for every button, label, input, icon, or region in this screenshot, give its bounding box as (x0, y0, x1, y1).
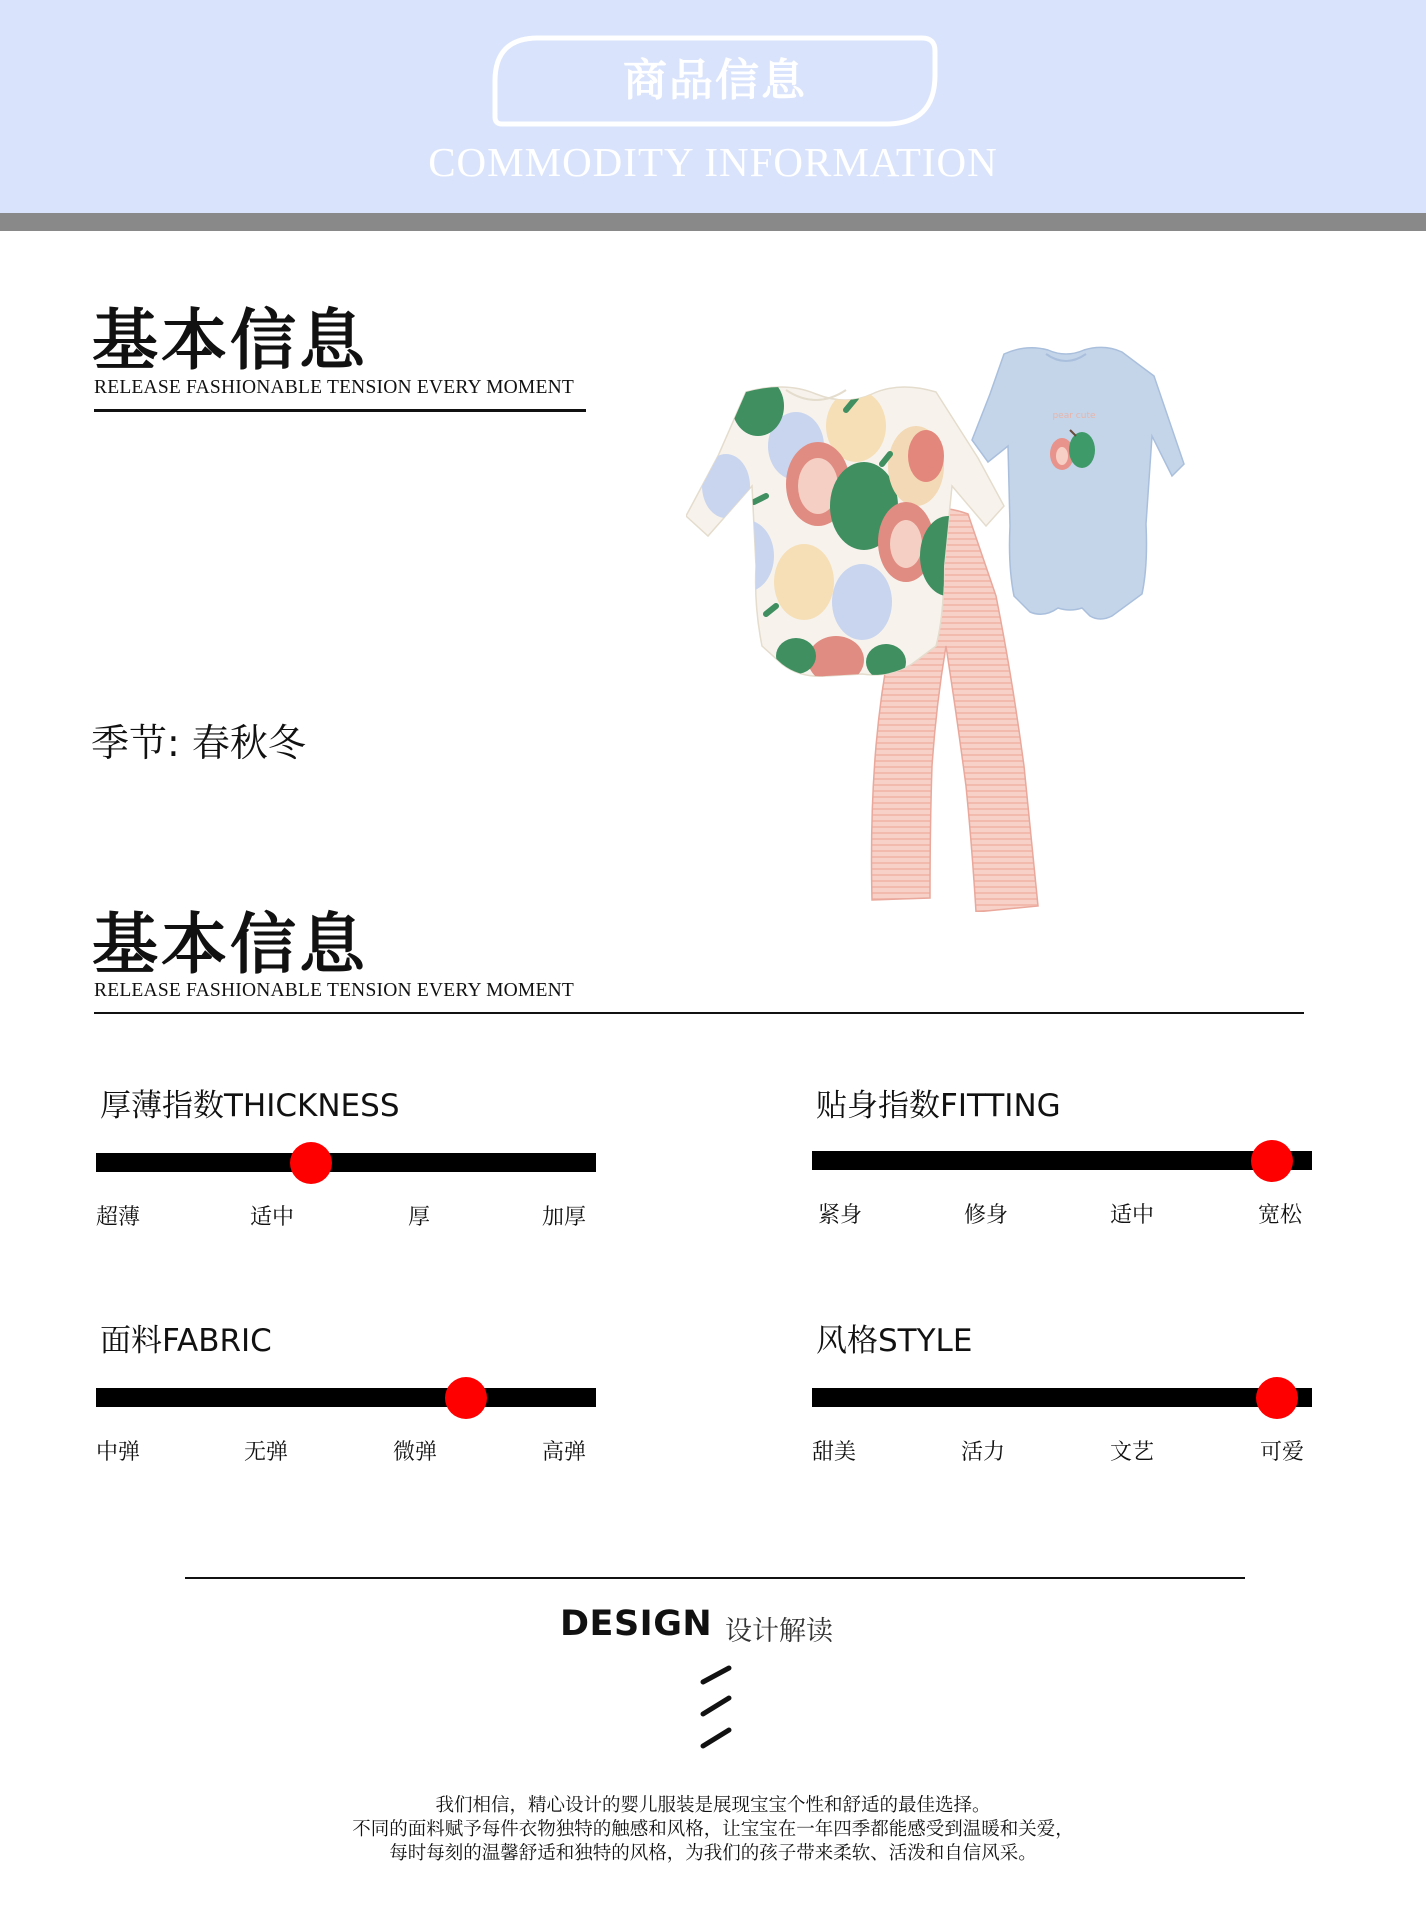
style-knob (1256, 1377, 1298, 1419)
fabric-tick-4: 高弹 (542, 1440, 587, 1465)
banner-subtitle: COMMODITY INFORMATION (428, 139, 998, 185)
style-tick-3: 文艺 (1110, 1440, 1155, 1465)
design-line-2: 不同的面料赋予每件衣物独特的触感和风格，让宝宝在一年四季都能感受到温暖和关爱， (352, 1819, 1074, 1840)
style-tick-4: 可爱 (1260, 1440, 1305, 1465)
baby-clothing-set-illustration (686, 346, 1296, 912)
style-title: 风格STYLE (816, 1323, 973, 1359)
fabric-tick-1: 中弹 (96, 1440, 141, 1465)
style-tick-2: 活力 (961, 1440, 1006, 1465)
fitting-track (812, 1151, 1312, 1170)
fitting-tick-4: 宽松 (1258, 1203, 1303, 1228)
section-subtitle: RELEASE FASHIONABLE TENSION EVERY MOMENT (94, 377, 574, 398)
section-underline (94, 409, 586, 412)
fitting-tick-1: 紧身 (818, 1203, 863, 1228)
section-title-basic-info: 基本信息 (92, 302, 368, 379)
decorative-slashes-icon (695, 1660, 735, 1760)
thickness-knob (290, 1142, 332, 1184)
thickness-title: 厚薄指数THICKNESS (100, 1088, 400, 1124)
fitting-title: 贴身指数FITTING (816, 1088, 1061, 1124)
fitting-tick-2: 修身 (964, 1203, 1009, 1228)
section-subtitle-2: RELEASE FASHIONABLE TENSION EVERY MOMENT (94, 980, 574, 1001)
design-title: DESIGN (560, 1604, 713, 1644)
fabric-title: 面料FABRIC (100, 1323, 272, 1359)
style-tick-1: 甜美 (812, 1440, 857, 1465)
design-subtitle: 设计解读 (725, 1616, 833, 1647)
design-line-1: 我们相信，精心设计的婴儿服装是展现宝宝个性和舒适的最佳选择。 (435, 1795, 991, 1816)
section-title-basic-info-2: 基本信息 (92, 906, 368, 983)
design-description (0, 1794, 1426, 1866)
season-label: 季节: 春秋冬 (91, 721, 306, 765)
thickness-tick-2: 适中 (250, 1205, 295, 1230)
fabric-knob (445, 1377, 487, 1419)
blue-bodysuit (972, 347, 1184, 619)
thickness-track (96, 1153, 596, 1172)
fitting-knob (1251, 1140, 1293, 1182)
banner-title: 商品信息 (623, 55, 807, 106)
fabric-track (96, 1388, 596, 1407)
design-divider (185, 1577, 1245, 1579)
fitting-tick-3: 适中 (1110, 1203, 1155, 1228)
thickness-tick-1: 超薄 (96, 1205, 141, 1230)
product-image (686, 346, 1296, 912)
style-track (812, 1388, 1312, 1407)
section-underline-2 (94, 1012, 1304, 1014)
title-pill (492, 35, 938, 127)
fabric-tick-2: 无弹 (244, 1440, 289, 1465)
fabric-tick-3: 微弹 (393, 1440, 438, 1465)
thickness-tick-3: 厚 (408, 1205, 431, 1230)
header-divider-bar (0, 213, 1426, 231)
bodysuit-print-text: pear cute (1052, 411, 1096, 421)
design-line-3: 每时每刻的温馨舒适和独特的风格，为我们的孩子带来柔软、活泼和自信风采。 (389, 1843, 1037, 1864)
thickness-tick-4: 加厚 (542, 1205, 587, 1230)
